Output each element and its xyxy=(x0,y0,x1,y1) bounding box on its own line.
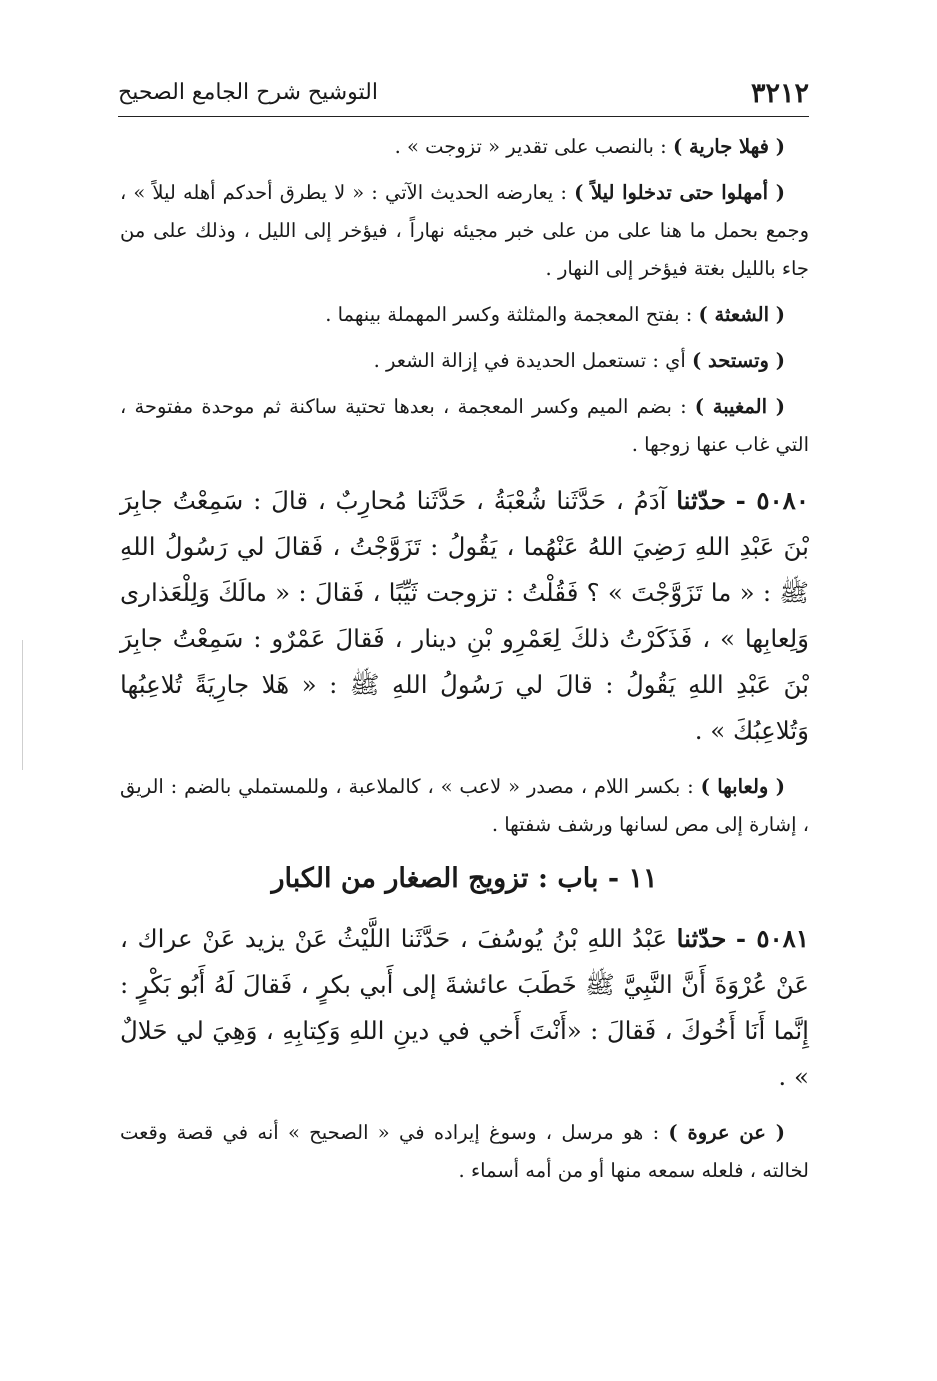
commentary-paragraph xyxy=(120,296,809,334)
commentary-paragraph xyxy=(120,388,809,464)
hadith-lead: حدّثنا xyxy=(676,486,726,515)
chapter-heading: ١١ - باب : تزويج الصغار من الكبار xyxy=(271,863,658,894)
hadith-number: ٥٠٨٠ - xyxy=(735,486,809,515)
hadith-number: ٥٠٨١ - xyxy=(735,924,809,953)
commentary-paragraph xyxy=(120,342,809,380)
page-number: ٣٢١٢ xyxy=(750,78,809,109)
commentary-term: ( فهلا جارية ) xyxy=(672,135,785,158)
commentary-term: ( المغيبة ) xyxy=(694,395,785,418)
commentary-text: : يعارضه الحديث الآتي : « لا يطرق أحدكم أهله ليلاً » ، وجمع بحمل ما هنا على من على خبر مجيئه نهاراً ، فيؤخر إلى الليل ، وذلك على من جاء بالليل بغتة فيؤخر إلى النهار . xyxy=(120,181,809,280)
commentary-term: ( وتستحد ) xyxy=(692,349,785,372)
page-header xyxy=(118,72,809,117)
commentary-term: ( عن عروة ) xyxy=(668,1121,785,1144)
commentary-term: ( أمهلوا حتى تدخلوا ليلاً ) xyxy=(574,181,786,204)
hadith-text: آدَمُ ، حَدَّثَنا شُعْبَةُ ، حَدَّثَنا مُحارِبٌ ، قالَ : سَمِعْتُ جابِرَ بْنَ عَبْدِ اللهِ رَضِيَ اللهُ عَنْهُما ، يَقُولُ : تَزَوَّجْتُ ، فَقالَ لي رَسُولُ اللهِ ﷺ : « ما تَزَوَّجْتَ » ؟ فَقُلْتُ : تزوجت ثَيِّبًا ، فَقالَ : « مالَكَ وَلِلْعَذارى وَلِعابِها » ، فَذَكَرْتُ ذلكَ لِعَمْرِو بْنِ دينار ، فَقالَ عَمْرٌو : سَمِعْتُ جابِرَ بْنَ عَبْدِ اللهِ يَقُولُ : قالَ لي رَسُولُ اللهِ ﷺ : « هَلا جارِيَةً تُلاعِبُها وَتُلاعِبُكَ » . xyxy=(120,486,809,745)
hadith-5081 xyxy=(120,916,809,1100)
commentary-paragraph xyxy=(120,768,809,844)
commentary-text: : بضم الميم وكسر المعجمة ، بعدها تحتية ساكنة ثم موحدة مفتوحة ، التي غاب عنها زوجها . xyxy=(120,395,809,456)
hadith-lead: حدّثنا xyxy=(676,924,727,953)
hadith-text: عَبْدُ اللهِ بْنُ يُوسُفَ ، حَدَّثَنا اللَّيْثُ عَنْ يزيد عَنْ عراك ، عَنْ عُرْوَةَ أَنَّ النَّبِيَّ ﷺ خَطَبَ عائشةَ إلى أَبي بكرٍ ، فَقالَ لَهُ أَبُو بَكْرٍ : إِنَّما أَنَا أَخُوكَ ، فَقالَ : «أَنْتَ أَخي في دينِ اللهِ وَكِتابِهِ ، وَهِيَ لي حَلالٌ » . xyxy=(120,924,809,1091)
commentary-term: ( الشعثة ) xyxy=(698,303,785,326)
commentary-text: : بكسر اللام ، مصدر « لاعب » ، كالملاعبة ، وللمستملي بالضم : الريق ، إشارة إلى مص لسانها ورشف شفتها . xyxy=(120,775,809,836)
commentary-text: أي : تستعمل الحديدة في إزالة الشعر . xyxy=(373,349,693,372)
running-title: التوشيح شرح الجامع الصحيح xyxy=(118,80,378,105)
hadith-5080 xyxy=(120,478,809,754)
commentary-text: : بفتح المعجمة والمثلثة وكسر المهملة بينهما . xyxy=(325,303,699,326)
commentary-paragraph xyxy=(120,128,809,166)
scan-margin-mark xyxy=(22,640,23,770)
commentary-text: : بالنصب على تقدير « تزوجت » . xyxy=(394,135,673,158)
commentary-term: ( ولعابها ) xyxy=(700,775,785,798)
commentary-text: : هو مرسل ، وسوغ إيراده في « الصحيح » أنه في قصة وقعت لخالته ، فلعله سمعه منها أو من أمه أسماء . xyxy=(120,1121,809,1182)
commentary-paragraph xyxy=(120,174,809,288)
page-body xyxy=(120,128,809,1190)
commentary-paragraph xyxy=(120,1114,809,1190)
